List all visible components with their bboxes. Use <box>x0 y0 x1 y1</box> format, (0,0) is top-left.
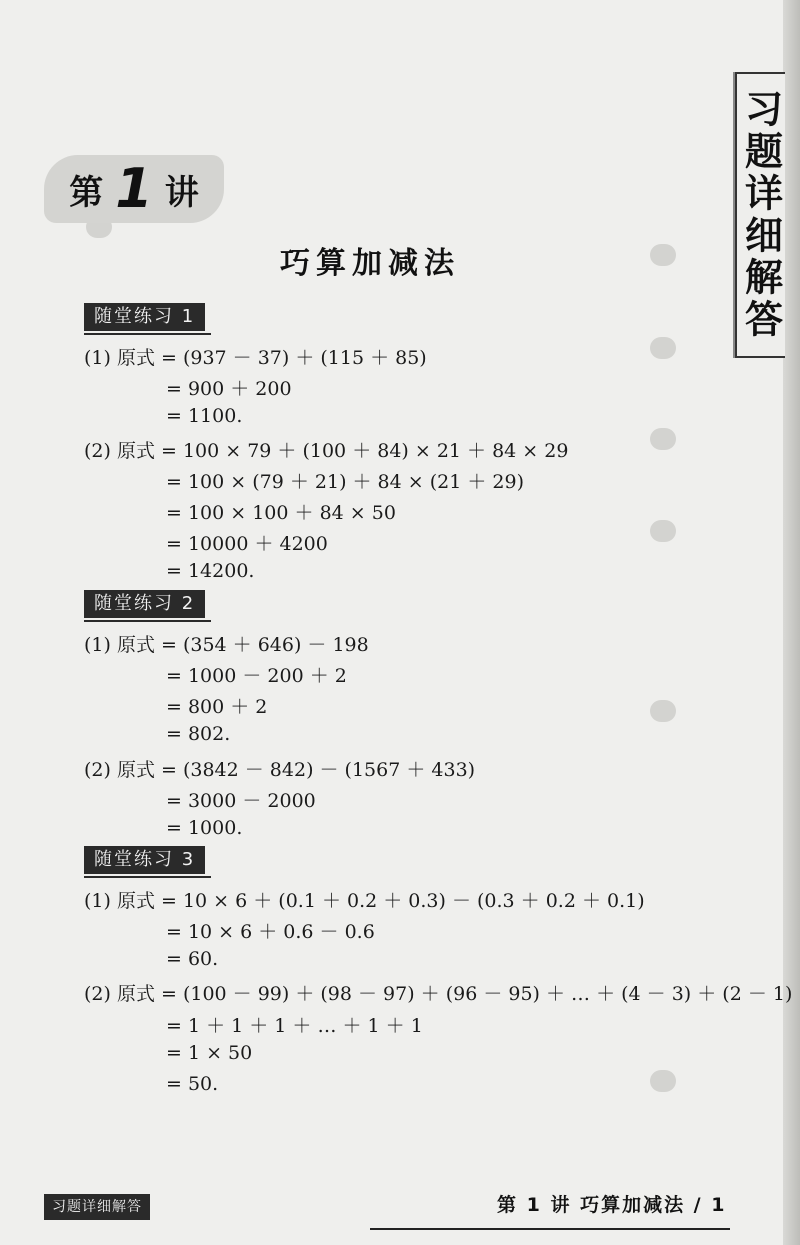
solution-line: = 1000 － 200 ＋ 2 <box>166 665 347 687</box>
solution-line: = 900 ＋ 200 <box>166 378 292 400</box>
solution-line: (2) 原式 = (3842 － 842) － (1567 ＋ 433) <box>84 759 476 781</box>
solution-line: (2) 原式 = (100 － 99) ＋ (98 － 97) ＋ (96 － 95) ＋ … ＋ (4 － 3) ＋ (2 － 1) <box>84 983 793 1005</box>
solution-line: = 3000 － 2000 <box>166 790 316 812</box>
solution-line: (1) 原式 = (354 ＋ 646) － 198 <box>84 634 369 656</box>
lecture-suffix: 讲 <box>164 172 199 213</box>
solution-line: = 1 ＋ 1 ＋ 1 ＋ … ＋ 1 ＋ 1 <box>166 1015 423 1037</box>
lecture-number: 1 <box>115 157 153 220</box>
solution-line: = 1000. <box>166 817 243 839</box>
show-through-mark <box>650 337 676 359</box>
solution-line: (1) 原式 = 10 × 6 ＋ (0.1 ＋ 0.2 ＋ 0.3) － (0.3 ＋ 0.2 ＋ 0.1) <box>84 890 645 912</box>
solution-line: = 100 × (79 ＋ 21) ＋ 84 × (21 ＋ 29) <box>166 471 524 493</box>
footer-page-info: 第 1 讲 巧算加减法 / 1 <box>497 1194 727 1216</box>
show-through-mark <box>650 428 676 450</box>
solution-line: = 100 × 100 ＋ 84 × 50 <box>166 502 396 524</box>
solution-line: (2) 原式 = 100 × 79 ＋ (100 ＋ 84) × 21 ＋ 84 × 29 <box>84 440 569 462</box>
footer-section-label: 习题详细解答 <box>44 1194 150 1220</box>
solution-line: (1) 原式 = (937 － 37) ＋ (115 ＋ 85) <box>84 347 427 369</box>
lecture-badge <box>44 155 224 223</box>
footer-rule <box>370 1228 730 1230</box>
side-tab-label: 习题详细解答 <box>738 89 783 341</box>
solution-line: = 14200. <box>166 560 255 582</box>
section-header: 随堂练习 1 <box>84 303 205 331</box>
chapter-side-tab <box>735 72 785 358</box>
solution-line: = 10000 ＋ 4200 <box>166 533 328 555</box>
solution-line: = 10 × 6 ＋ 0.6 － 0.6 <box>166 921 375 943</box>
solution-line: = 50. <box>166 1073 219 1095</box>
section-header: 随堂练习 2 <box>84 590 205 618</box>
solution-line: = 1 × 50 <box>166 1042 253 1064</box>
solution-line: = 1100. <box>166 405 243 427</box>
show-through-mark <box>650 700 676 722</box>
solution-line: = 802. <box>166 723 231 745</box>
show-through-mark <box>650 1070 676 1092</box>
solution-line: = 800 ＋ 2 <box>166 696 268 718</box>
lecture-prefix: 第 <box>69 172 104 213</box>
solution-line: = 60. <box>166 948 219 970</box>
section-header: 随堂练习 3 <box>84 846 205 874</box>
page-title: 巧算加减法 <box>280 246 460 281</box>
show-through-mark <box>650 520 676 542</box>
